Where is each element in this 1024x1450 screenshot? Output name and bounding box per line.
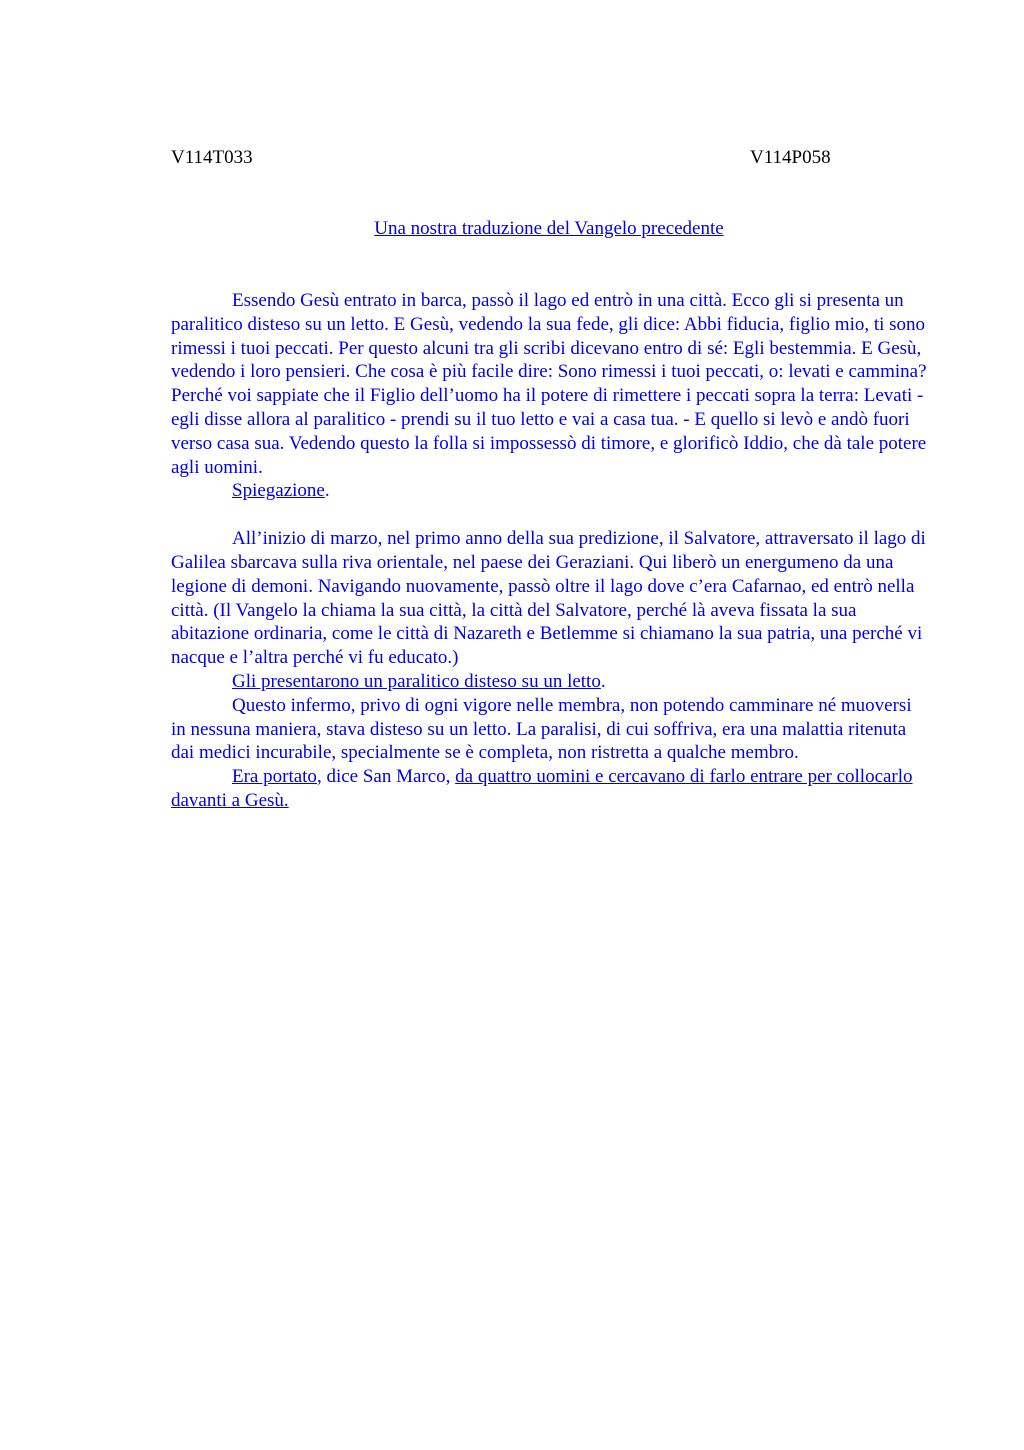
gospel-paragraph: Essendo Gesù entrato in barca, passò il lago ed entrò in una città. Ecco gli si presenta un paralitico disteso su un letto. E Gesù, vedendo la sua fede, gli dice: Abbi fiducia, figlio mio, ti sono rimessi i tuoi peccati. Per questo alcuni tra gli scribi dicevano entro di sé: Egli bestemmia. E Gesù, vedendo i loro pensieri. Che cosa è più facile dire: Sono rimessi i tuoi peccati, o: levati e cammina? Perché voi sappiate che il Figlio dell’uomo ha il potere di rimettere i peccati sopra la terra: Levati - egli disse allora al paralitico - prendi su il tuo letto e vai a casa tua. - E quello si levò e andò fuori verso casa sua. Vedendo questo la folla si impossessò di timore, e glorificò Iddio, che dà tale potere agli uomini. (171, 290, 927, 478)
quote-1-link[interactable]: Gli presentarono un paralitico disteso su un letto (232, 670, 601, 692)
document-body (171, 289, 929, 813)
quote-2-link[interactable]: Era portato (232, 766, 317, 788)
explanation-line (171, 479, 929, 503)
document-code-left: V114T033 (171, 147, 253, 168)
explanation-link[interactable]: Spiegazione (232, 480, 325, 502)
infirm-paragraph: Questo infermo, privo di ogni vigore nelle membra, non potendo camminare né muoversi in nessuna maniera, stava disteso su un letto. La paralisi, di cui soffriva, era una malattia ritenuta dai medici incurabile, specialmente se è completa, non ristretta a qualche membro. (171, 694, 912, 764)
title-link[interactable]: Una nostra traduzione del Vangelo precedente (374, 218, 724, 239)
explanation-period: . (324, 480, 330, 502)
context-paragraph: All’inizio di marzo, nel primo anno della sua predizione, il Salvatore, attraversato il lago di Galilea sbarcava sulla riva orientale, nel paese dei Geraziani. Qui liberò un energumeno da una legione di demoni. Navigando nuovamente, passò oltre il lago dove c’era Cafarnao, ed entrò nella città. (Il Vangelo la chiama la sua città, la città del Salvatore, perché là aveva fissata la sua abitazione ordinaria, come le città di Nazareth e Betlemme si chiamano la sua patria, una perché vi nacque e l’altra perché vi fu educato.) (171, 528, 926, 669)
quote-line-1 (171, 670, 929, 694)
quote-1-period: . (600, 670, 606, 692)
quote-3-link[interactable]: da quattro uomini e cercavano di farlo entrare per collocarlo davanti a Gesù. (171, 766, 913, 811)
quote-line-2 (171, 765, 929, 813)
quote-2-connector: , dice San Marco, (316, 766, 456, 788)
title-heading (0, 217, 1024, 241)
paragraph-spacer (171, 503, 929, 527)
document-code-right: V114P058 (750, 147, 831, 168)
